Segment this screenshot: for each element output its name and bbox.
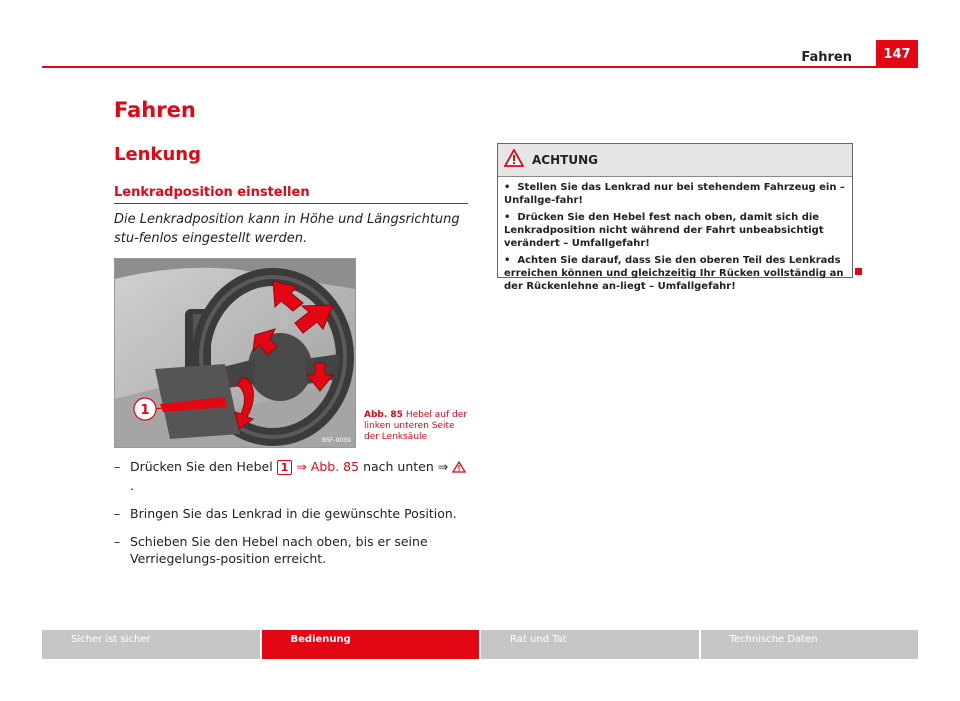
caption-text: Hebel auf der linken unteren Seite der Lenksäule	[364, 410, 467, 442]
warning-item: • Achten Sie darauf, dass Sie den oberen Teil des Lenkrads erreichen können und gleichzeitig Ihr Rücken vollständig an der Rückenlehne an-liegt – Umfallgefahr!	[504, 255, 844, 292]
warning-item-text: Achten Sie darauf, dass Sie den oberen Teil des Lenkrads erreichen können und gleichzeitig Ihr Rücken vollständig an der Rückenlehne an-liegt – Umfallgefahr!	[504, 255, 844, 292]
topic-rule	[114, 203, 468, 204]
warning-header	[498, 144, 852, 177]
footer-nav	[42, 630, 918, 659]
step-text-pre: Drücken Sie den Hebel	[130, 459, 273, 474]
page-number: 147	[876, 40, 918, 68]
image-code: B5F-0039	[322, 437, 351, 444]
step-item: – Drücken Sie den Hebel 1 ⇒ Abb. 85 nach unten ⇒ .	[114, 458, 468, 494]
callout-ref-number: 1	[277, 460, 293, 475]
caption-ref: Abb. 85	[364, 410, 403, 420]
step-dash: –	[114, 506, 121, 521]
step-text: Bringen Sie das Lenkrad in die gewünschte Position.	[130, 506, 457, 521]
step-item	[114, 505, 468, 522]
warning-box	[497, 143, 853, 292]
warning-body	[498, 177, 852, 293]
warning-item: • Stellen Sie das Lenkrad nur bei stehendem Fahrzeug ein – Unfallge-fahr!	[504, 182, 845, 206]
figure-link[interactable]: ⇒ Abb. 85	[296, 459, 360, 474]
warning-item-text: Drücken Sie den Hebel fest nach oben, damit sich die Lenkradposition nicht während der Fahrt unbeabsichtigt verändert – Umfallgefahr!	[504, 212, 824, 249]
step-text: Schieben Sie den Hebel nach oben, bis er seine Verriegelungs-position erreicht.	[130, 534, 428, 566]
intro-text: Die Lenkradposition kann in Höhe und Längsrichtung stu-fenlos eingestellt werden.	[114, 212, 460, 246]
warning-item: • Drücken Sie den Hebel fest nach oben, damit sich die Lenkradposition nicht während der Fahrt unbeabsichtigt verändert – Umfallgefahr!	[504, 212, 824, 249]
step-dash: –	[114, 459, 121, 474]
tab-rat-und-tat[interactable]: Rat und Tat	[481, 630, 699, 659]
tab-sicher-ist-sicher[interactable]: Sicher ist sicher	[42, 630, 260, 659]
tab-bedienung[interactable]: Bedienung	[262, 630, 480, 659]
running-title: Fahren	[801, 50, 852, 65]
step-dash: –	[114, 534, 121, 549]
warning-item-text: Stellen Sie das Lenkrad nur bei stehendem Fahrzeug ein – Unfallge-fahr!	[504, 182, 845, 206]
steering-wheel-illustration	[115, 259, 355, 447]
tab-technische-daten[interactable]: Technische Daten	[701, 630, 919, 659]
step-item	[114, 533, 468, 567]
section-title: Fahren	[114, 98, 196, 122]
section-end-marker	[855, 268, 862, 275]
step-list	[114, 458, 468, 578]
warning-triangle-icon[interactable]	[452, 460, 466, 477]
subsection-title: Lenkung	[114, 144, 201, 165]
topic-title: Lenkradposition einstellen	[114, 185, 310, 200]
step-text-post: nach unten ⇒	[363, 459, 449, 474]
header-rule	[42, 66, 918, 68]
warning-title: ACHTUNG	[532, 153, 598, 167]
figure-caption	[364, 410, 468, 443]
warning-triangle-icon	[504, 149, 524, 171]
callout-number: 1	[140, 403, 150, 418]
steering-wheel-figure	[114, 258, 356, 448]
